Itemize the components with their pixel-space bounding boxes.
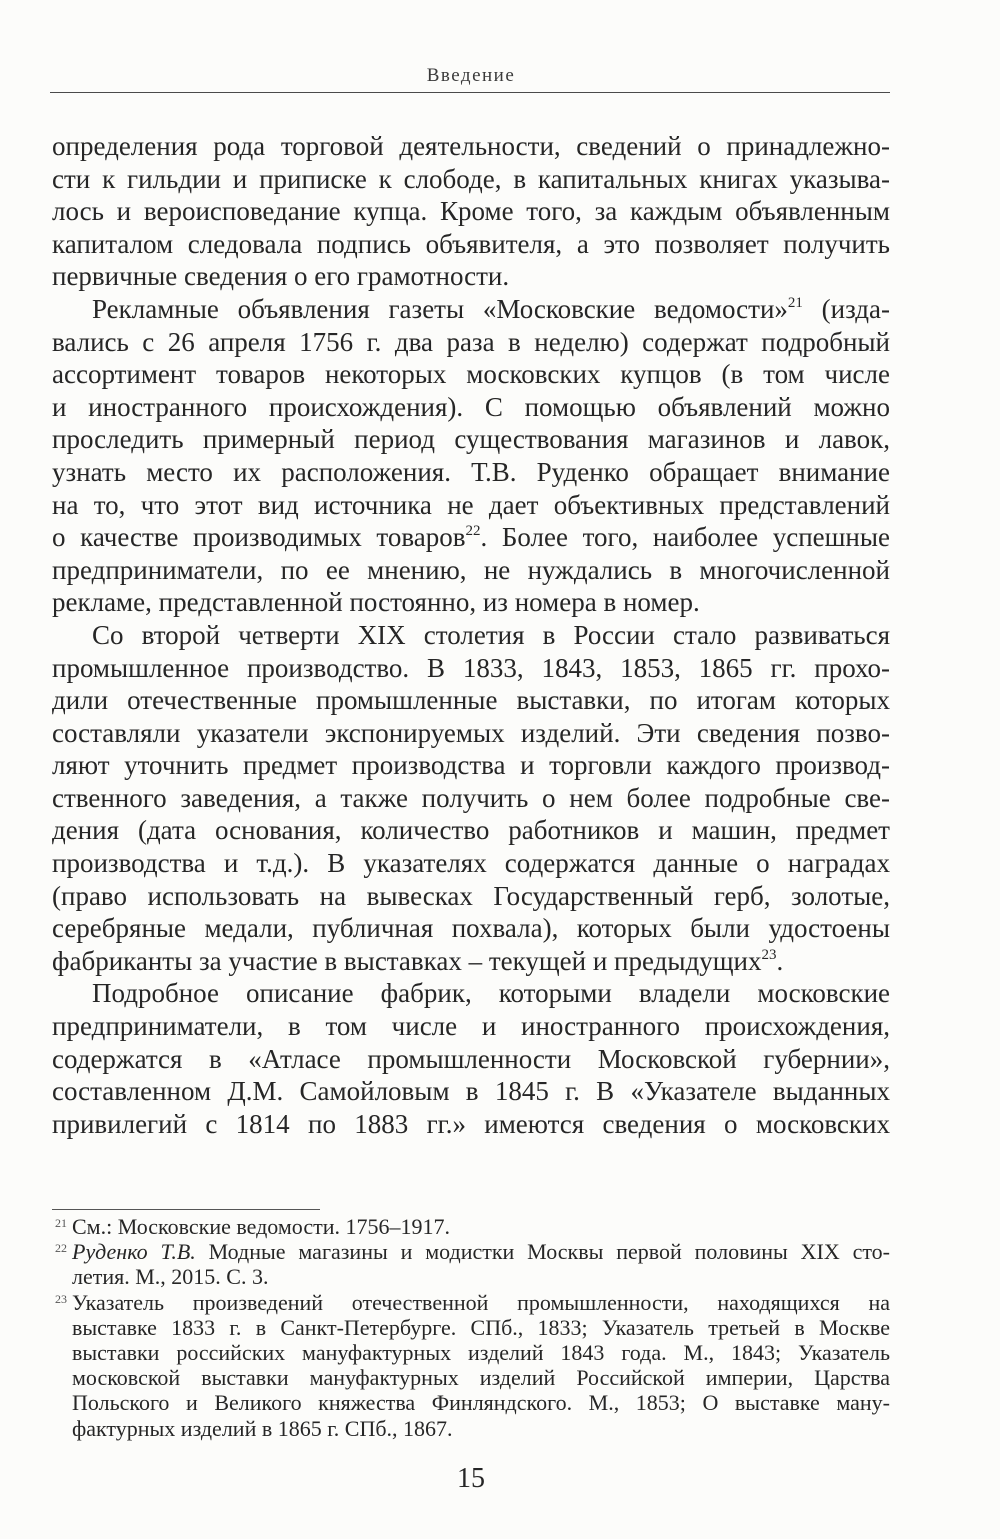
paragraph — [52, 130, 890, 293]
text-line: предприниматели, в том числе и иностранного происхождения, — [52, 1011, 890, 1042]
text-line: промышленное производство. В 1833, 1843, 1853, 1865 гг. прохо- — [52, 652, 890, 683]
page-number: 15 — [457, 1463, 485, 1494]
text-line: дили отечественные промышленные выставки, по итогам которых — [52, 685, 890, 716]
footnotes — [52, 1214, 890, 1441]
footnote-line: См.: Московские ведомости. 1756–1917. — [72, 1214, 450, 1239]
footnote-line — [72, 1239, 890, 1264]
footnote-line: Польского и Великого княжества Финляндского. М., 1853; О выставке ману- — [72, 1390, 890, 1416]
footnote-number: 23 — [55, 1291, 67, 1306]
text-segment: (изда- — [821, 293, 891, 324]
footnote-ref: 23 — [761, 946, 777, 963]
header-rule — [50, 92, 890, 93]
footnote-number: 22 — [55, 1241, 67, 1256]
text-segment: Модные магазины и модистки Москвы первой половины XIX сто- — [208, 1239, 891, 1265]
footnote-ref: 21 — [787, 294, 803, 311]
text-line: предприниматели, по ее мнению, не нуждались в многочисленной — [52, 554, 890, 585]
text-line: содержатся в «Атласе промышленности Московской губернии», — [52, 1043, 890, 1074]
text-line: Подробное описание фабрик, которыми владели московские — [92, 978, 890, 1009]
footnote-line: выставки российских мануфактурных изделий 1843 года. М., 1843; Указатель — [72, 1340, 890, 1366]
text-line: узнать место их расположения. Т.В. Руденко обращает внимание — [52, 456, 890, 487]
text-line: лось и вероисповедание купца. Кроме того, за каждым объявленным — [52, 196, 890, 227]
text-line: Со второй четверти XIX столетия в России стало развиваться — [92, 619, 890, 650]
footnote — [52, 1214, 890, 1239]
text-line: (право использовать на вывесках Государственный герб, золотые, — [52, 880, 890, 911]
footnote-line: летия. М., 2015. С. 3. — [72, 1264, 269, 1290]
body-text — [52, 130, 890, 1140]
text-line: составляли указатели экспонируемых изделий. Эти сведения позво- — [52, 717, 890, 748]
text-line: первичные сведения о его грамотности. — [52, 261, 510, 292]
text-line: производства и т.д.). В указателях содержатся данные о наградах — [52, 848, 890, 879]
text-segment: . — [776, 945, 784, 976]
text-segment: Рекламные объявления газеты «Московские ведомости» — [92, 293, 788, 324]
text-line: привилегий с 1814 по 1883 гг.» имеются сведения о московских — [52, 1108, 890, 1139]
footnote-ref: 22 — [465, 523, 481, 540]
paragraph — [52, 977, 890, 1140]
text-line — [52, 521, 890, 554]
text-line: и иностранного происхождения). С помощью объявлений можно — [52, 391, 890, 422]
footnote — [52, 1239, 890, 1289]
text-line: серебряные медали, публичная похвала), которых были удостоены — [52, 913, 890, 944]
text-line: ассортимент товаров некоторых московских купцов (в том числе — [52, 359, 890, 390]
footnote-line: фактурных изделий в 1865 г. СПб., 1867. — [72, 1415, 453, 1441]
text-line: определения рода торговой деятельности, сведений о принадлежно- — [52, 131, 890, 161]
footnote-line: Указатель произведений отечественной промышленности, находящихся на — [72, 1289, 890, 1315]
footnote-author: Руденко Т.В. — [72, 1239, 196, 1265]
text-line: сти к гильдии и приписке к слободе, в капитальных книгах указыва- — [52, 163, 890, 194]
footnote-number: 21 — [55, 1216, 67, 1230]
text-segment: о качестве производимых товаров — [52, 522, 466, 553]
running-head: Введение — [426, 65, 516, 86]
text-line — [52, 293, 890, 326]
text-line: составленном Д.М. Самойловым в 1845 г. В «Указателе выданных — [52, 1076, 890, 1107]
text-line: ственного заведения, а также получить о нем более подробные све- — [52, 782, 890, 813]
text-segment: . Более того, наиболее успешные — [480, 522, 890, 553]
footnote-line: московской выставки мануфактурных изделий Российской империи, Царства — [72, 1365, 890, 1391]
text-line: на то, что этот вид источника не дает объективных представлений — [52, 489, 890, 520]
text-line — [52, 945, 890, 978]
paragraph — [52, 293, 890, 619]
text-line: капиталом следовала подпись объявителя, а это позволяет получить — [52, 228, 890, 259]
text-line: рекламе, представленной постоянно, из номера в номер. — [52, 587, 700, 618]
footnote-line: выставке 1833 г. в Санкт-Петербурге. СПб., 1833; Указатель третьей в Москве — [72, 1314, 890, 1340]
text-line: проследить примерный период существования магазинов и лавок, — [52, 424, 890, 455]
text-segment: фабриканты за участие в выставках – текущей и предыдущих — [52, 945, 762, 976]
footnote-rule — [52, 1209, 320, 1210]
text-line: вались с 26 апреля 1756 г. два раза в неделю) содержат подробный — [52, 326, 890, 357]
footnote — [52, 1290, 890, 1441]
text-line: ляют уточнить предмет производства и торговли каждого производ- — [52, 750, 890, 781]
text-line: дения (дата основания, количество работников и машин, предмет — [52, 815, 890, 846]
paragraph — [52, 619, 890, 978]
